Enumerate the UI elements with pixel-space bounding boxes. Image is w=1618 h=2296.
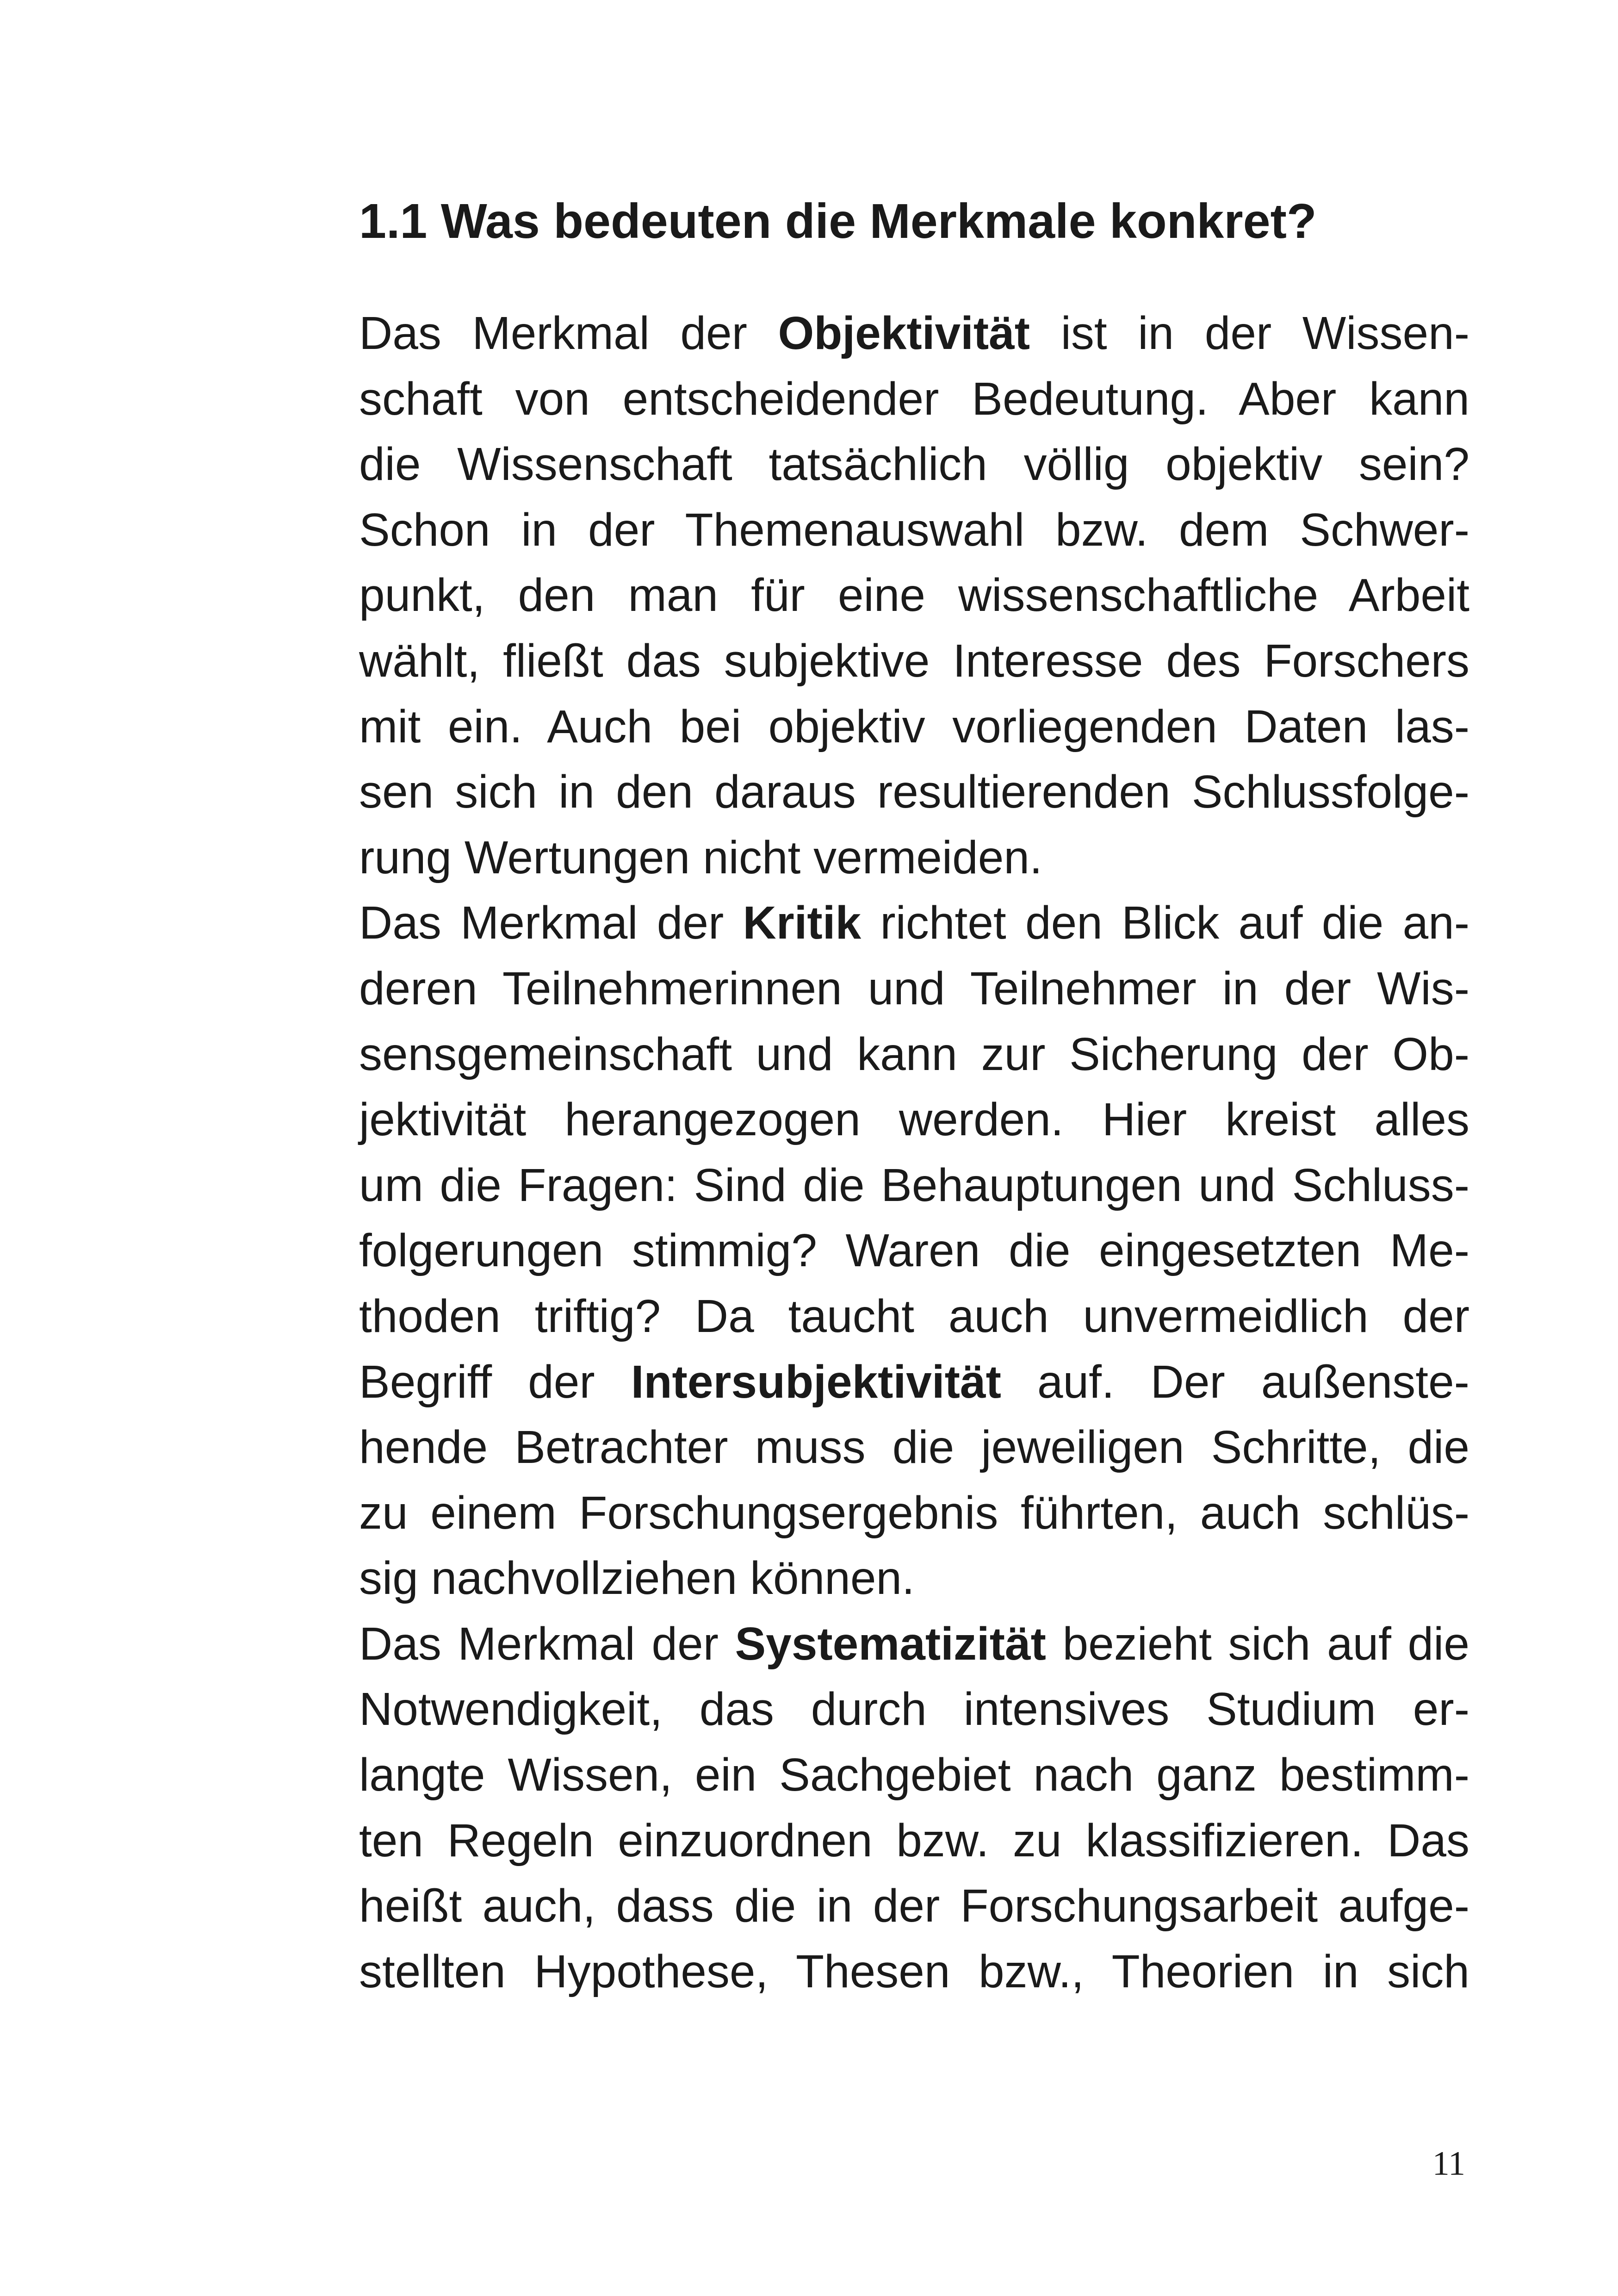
text-run: Schon in der Themenauswahl bzw. dem Schwer- [359, 504, 1469, 556]
text-run: folgerungen stimmig? Waren die eingesetzten Me- [359, 1225, 1469, 1277]
bold-term: Objektivität [778, 307, 1030, 359]
text-run: zu einem Forschungsergebnis führten, auch schlüs- [359, 1487, 1469, 1539]
text-line [359, 956, 1469, 1022]
section-heading: 1.1 Was bedeuten die Merkmale konkret? [359, 194, 1317, 249]
text-line [359, 825, 1469, 891]
text-run: rung Wertungen nicht vermeiden. [359, 831, 1042, 884]
text-line [359, 1546, 1469, 1612]
text-line [359, 367, 1469, 432]
text-run: ten Regeln einzuordnen bzw. zu klassifizieren. Das [359, 1814, 1469, 1867]
text-run: stellten Hypothese, Thesen bzw., Theorien in sich [359, 1945, 1469, 1997]
text-line [359, 1284, 1469, 1350]
text-run: richtet den Blick auf die an- [861, 897, 1470, 949]
text-line [359, 759, 1469, 825]
text-run: Das Merkmal der [359, 1618, 735, 1670]
text-run: sen sich in den daraus resultierenden Schlussfolge- [359, 766, 1469, 818]
text-run: langte Wissen, ein Sachgebiet nach ganz bestimm- [359, 1749, 1469, 1801]
text-line [359, 498, 1469, 563]
text-line [359, 301, 1469, 367]
text-run: deren Teilnehmerinnen und Teilnehmer in der Wis- [359, 962, 1469, 1014]
text-line [359, 1808, 1469, 1874]
bold-term: Systematizität [735, 1618, 1046, 1670]
text-line [359, 1153, 1469, 1219]
text-line [359, 1218, 1469, 1284]
text-line [359, 432, 1469, 498]
text-run: jektivität herangezogen werden. Hier kreist alles [359, 1094, 1469, 1146]
text-run: Das Merkmal der [359, 307, 778, 359]
text-line [359, 1415, 1469, 1481]
text-line [359, 1481, 1469, 1546]
text-line [359, 1022, 1469, 1088]
body-text [359, 301, 1469, 2004]
text-run: auf. Der außenste- [1001, 1356, 1469, 1408]
text-line [359, 628, 1469, 694]
text-run: bezieht sich auf die [1046, 1618, 1469, 1670]
text-line [359, 890, 1469, 956]
text-run: thoden triftig? Da taucht auch unvermeidlich der [359, 1290, 1469, 1342]
text-line [359, 1939, 1469, 2005]
text-line [359, 1350, 1469, 1415]
text-line [359, 694, 1469, 760]
text-run: hende Betrachter muss die jeweiligen Schritte, die [359, 1421, 1469, 1474]
bold-term: Kritik [743, 897, 862, 949]
text-line [359, 1612, 1469, 1677]
text-run: sig nachvollziehen können. [359, 1552, 915, 1605]
text-run: schaft von entscheidender Bedeutung. Aber kann [359, 373, 1469, 425]
text-run: Notwendigkeit, das durch intensives Studium er- [359, 1683, 1469, 1736]
text-line [359, 1677, 1469, 1742]
page-number: 11 [1432, 2145, 1465, 2183]
text-line [359, 1873, 1469, 1939]
text-line [359, 1087, 1469, 1153]
text-line [359, 563, 1469, 628]
text-run: mit ein. Auch bei objektiv vorliegenden Daten las- [359, 700, 1469, 753]
text-run: heißt auch, dass die in der Forschungsarbeit aufge- [359, 1880, 1469, 1932]
text-run: Das Merkmal der [359, 897, 743, 949]
text-run: sensgemeinschaft und kann zur Sicherung der Ob- [359, 1028, 1469, 1080]
text-line [359, 1742, 1469, 1808]
text-run: die Wissenschaft tatsächlich völlig objektiv sein? [359, 438, 1469, 491]
text-run: ist in der Wissen- [1030, 307, 1469, 359]
text-run: wählt, fließt das subjektive Interesse des Forschers [359, 635, 1469, 687]
text-run: Begriff der [359, 1356, 631, 1408]
text-run: punkt, den man für eine wissenschaftliche Arbeit [359, 569, 1469, 622]
bold-term: Intersubjektivität [631, 1356, 1001, 1408]
text-run: um die Fragen: Sind die Behauptungen und Schluss- [359, 1159, 1469, 1211]
